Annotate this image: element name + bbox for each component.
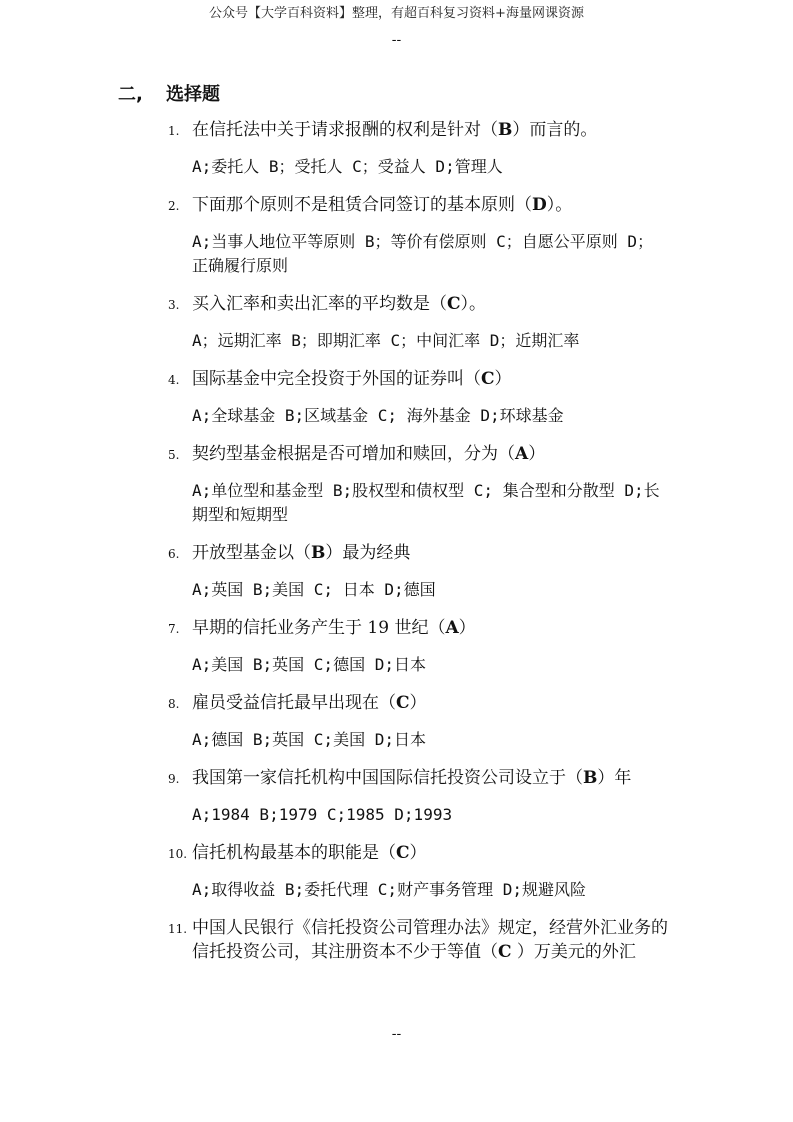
page-header: 公众号【大学百科资料】整理，有超百科复习资料+海量网课资源 bbox=[209, 6, 584, 21]
answer: C bbox=[447, 294, 461, 314]
question-8 bbox=[168, 691, 668, 752]
question-number: 2. bbox=[168, 199, 180, 213]
question-options: A;1984 B;1979 C;1985 D;1993 bbox=[192, 805, 453, 824]
question-number: 1. bbox=[168, 124, 180, 138]
question-text: 中国人民银行《信托投资公司管理办法》规定，经营外汇业务的信托投资公司，其注册资本不少于等值（C ）万美元的外汇 bbox=[192, 918, 668, 962]
question-number: 4. bbox=[168, 373, 180, 387]
question-text: 买入汇率和卖出汇率的平均数是（C）。 bbox=[192, 294, 487, 314]
answer: B bbox=[311, 543, 326, 563]
question-5 bbox=[168, 442, 668, 527]
section-title: 选择题 bbox=[166, 84, 220, 105]
question-text: 开放型基金以（B）最为经典 bbox=[192, 543, 411, 563]
question-number: 10. bbox=[168, 847, 188, 861]
section-heading bbox=[118, 80, 220, 106]
section-number: 二, bbox=[118, 84, 143, 105]
question-text: 雇员受益信托最早出现在（C） bbox=[192, 693, 427, 713]
question-options: A;委托人 B；受托人 C；受益人 D;管理人 bbox=[192, 157, 503, 176]
answer: B bbox=[583, 768, 598, 788]
answer: A bbox=[445, 618, 459, 638]
question-number: 9. bbox=[168, 772, 180, 786]
answer: D bbox=[532, 195, 547, 215]
question-text: 早期的信托业务产生于 19 世纪（A） bbox=[192, 618, 476, 638]
question-number: 7. bbox=[168, 622, 180, 636]
question-options: A;单位型和基金型 B;股权型和债权型 C; 集合型和分散型 D;长期型和短期型 bbox=[192, 481, 660, 524]
question-11 bbox=[168, 916, 668, 964]
question-6 bbox=[168, 541, 668, 602]
question-options: A;取得收益 B;委托代理 C;财产事务管理 D;规避风险 bbox=[192, 880, 586, 899]
question-2 bbox=[168, 193, 668, 278]
question-number: 8. bbox=[168, 697, 180, 711]
question-4 bbox=[168, 367, 668, 428]
answer: C bbox=[396, 843, 410, 863]
question-text: 契约型基金根据是否可增加和赎回，分为（A） bbox=[192, 444, 546, 464]
page-marker-top: -- bbox=[391, 32, 402, 48]
question-text: 下面那个原则不是租赁合同签订的基本原则（D）。 bbox=[192, 195, 573, 215]
question-text: 信托机构最基本的职能是（C） bbox=[192, 843, 427, 863]
question-options: A;当事人地位平等原则 B；等价有偿原则 C；自愿公平原则 D；正确履行原则 bbox=[192, 232, 654, 275]
question-options: A;英国 B;美国 C; 日本 D;德国 bbox=[192, 580, 436, 599]
question-number: 11. bbox=[168, 922, 188, 936]
answer: A bbox=[515, 444, 529, 464]
question-options: A；远期汇率 B；即期汇率 C；中间汇率 D；近期汇率 bbox=[192, 331, 580, 350]
question-options: A;德国 B;英国 C;美国 D;日本 bbox=[192, 730, 426, 749]
question-options: A;美国 B;英国 C;德国 D;日本 bbox=[192, 655, 426, 674]
answer: C bbox=[481, 369, 495, 389]
question-number: 5. bbox=[168, 448, 180, 462]
question-3 bbox=[168, 292, 668, 353]
question-text: 我国第一家信托机构中国国际信托投资公司设立于（B）年 bbox=[192, 768, 632, 788]
question-10 bbox=[168, 841, 668, 902]
question-number: 3. bbox=[168, 298, 180, 312]
question-9 bbox=[168, 766, 668, 827]
question-1 bbox=[168, 118, 668, 179]
answer: B bbox=[498, 120, 513, 140]
question-7 bbox=[168, 616, 668, 677]
question-text: 国际基金中完全投资于外国的证券叫（C） bbox=[192, 369, 512, 389]
question-number: 6. bbox=[168, 547, 180, 561]
answer: C bbox=[498, 942, 512, 962]
answer: C bbox=[396, 693, 410, 713]
page-marker-bottom: -- bbox=[391, 1026, 402, 1042]
question-options: A;全球基金 B;区域基金 C; 海外基金 D;环球基金 bbox=[192, 406, 564, 425]
question-text: 在信托法中关于请求报酬的权利是针对（B）而言的。 bbox=[192, 120, 598, 140]
